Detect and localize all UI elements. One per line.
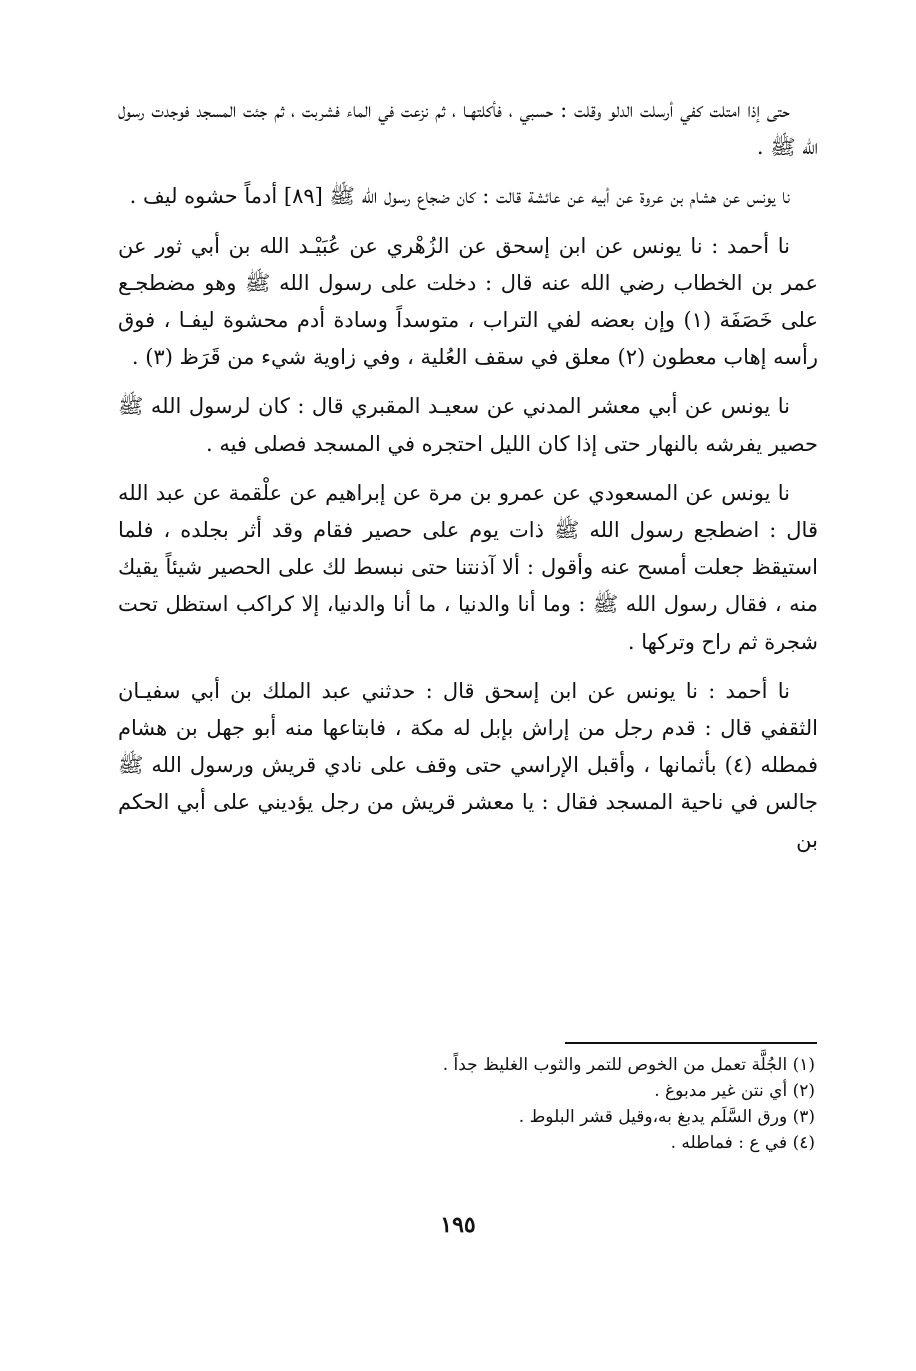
- paragraph-6: نا أحمد : نا يونس عن ابن إسحق قال : حدثني عبد الملك بن أبي سفيـان الثقفي قال : قدم رجل من إراش بإبل له مكة ، فابتاعها منه أبو جهل بن هشام فمطله (٤) بأثمانها ، وأقبل الإراسي حتى وقف على نادي قريش ورسول الله ﷺ جالس في ناحية المسجد فقال : يا معشر قريش من رجل يؤديني على أبي الحكم بن: [118, 678, 818, 852]
- footnotes: [300, 1052, 815, 1156]
- paragraph-5: نا يونس عن المسعودي عن عمرو بن مرة عن إبراهيم عن علْقمة عن عبد الله قال : اضطجع رسول الله ﷺ ذات يوم على حصير فقام وقد أثر بجلده ، فلما استيقظ جعلت أمسح عنه وأقول : ألا آذنتنا حتى نبسط لك على الحصير شيئاً يقيك منه ، فقال رسول الله ﷺ : وما أنا والدنيا ، ما أنا والدنيا، إلا كراكب استظل تحت شجرة ثم راح وتركها .: [118, 480, 818, 654]
- paragraph-3: نا أحمد : نا يونس عن ابن إسحق عن الزُهْري عن عُبَيْـد الله بن أبي ثور عن عمر بن الخطاب رضي الله عنه قال : دخلت على رسول الله ﷺ وهو مضطجـع على خَصَفَة (١) وإن بعضه لفي التراب ، متوسداً وسادة أدم محشوة ليفـا ، فوق رأسه إهاب معطون (٢) معلق في سقف العُلية ، وفي زاوية شيء من قَرَظ (٣) .: [118, 233, 818, 370]
- footnote-divider: [565, 1042, 817, 1044]
- paragraph-2: نا يونس عن هشام بن عروة عن أبيه عن عائشة قالت : كان ضجاع رسول الله ﷺ [٨٩] أدماً حشوه ليف .: [129, 184, 790, 209]
- page-number: ١٩٥: [440, 1212, 476, 1238]
- footnote-2: (٢) أي نتن غير مدبوغ .: [654, 1081, 815, 1101]
- main-text: [118, 92, 818, 871]
- paragraph-4: نا يونس عن أبي معشر المدني عن سعيـد المقبري قال : كان لرسول الله ﷺ حصير يفرشه بالنهار حتى إذا كان الليل احتجره في المسجد فصلى فيه .: [118, 394, 818, 456]
- footnote-1: (١) الجُلَّة تعمل من الخوص للتمر والثوب الغليظ جداً .: [442, 1055, 815, 1075]
- footnote-4: (٤) في ع : فماطله .: [670, 1133, 815, 1153]
- footnote-3: (٣) ورق السَّلَم يدبغ به،وقيل قشر البلوط .: [518, 1107, 815, 1127]
- paragraph-1: حتى إذا امتلت كفي أرسلت الدلو وقلت : حسبي ، فأكلتهـا ، ثم نزعت في الماء فشربت ، ثم جئت المسجد فوجدت رسول الله ﷺ .: [118, 98, 818, 160]
